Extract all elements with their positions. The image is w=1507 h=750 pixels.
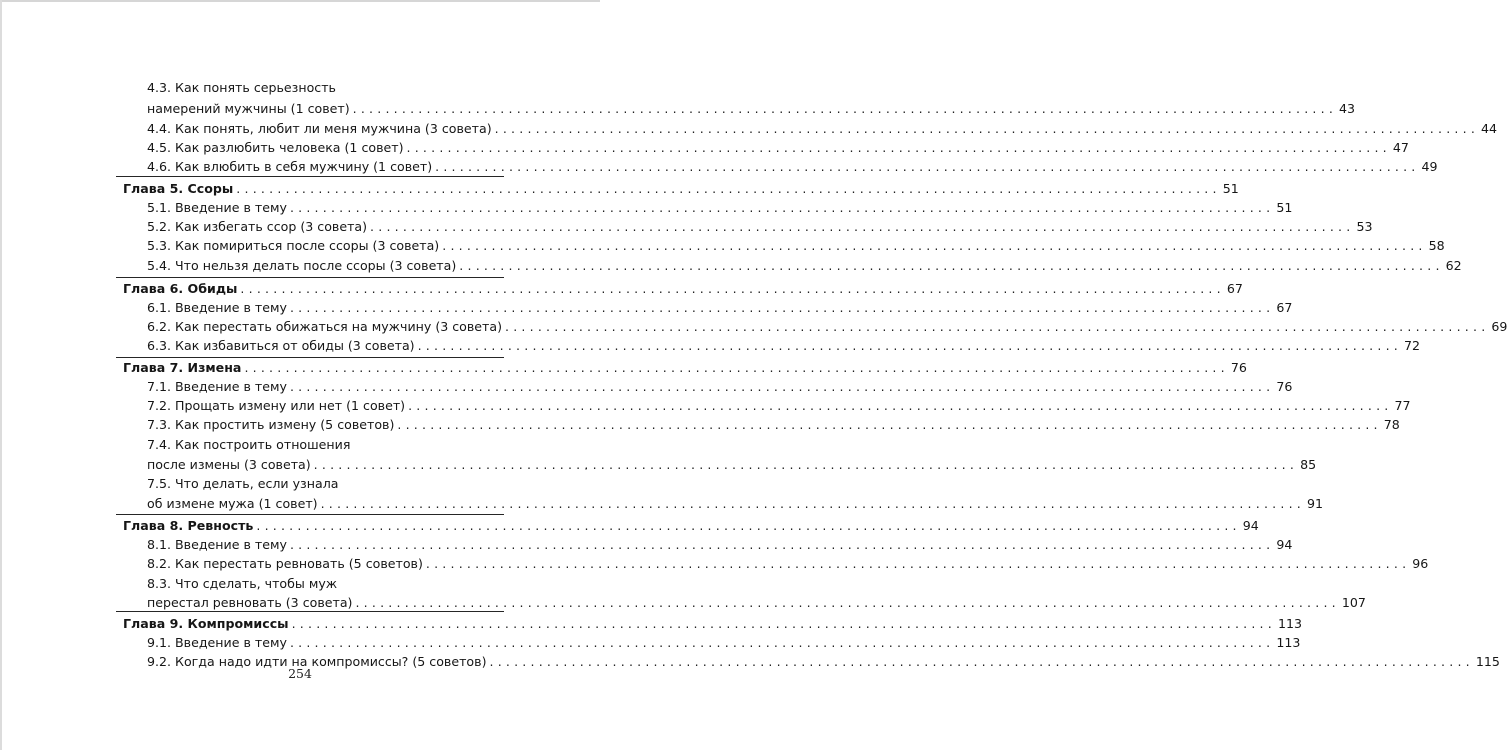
leader-dots: ........................................................................................................................ [244,360,1229,375]
toc-chapter-9[interactable] [123,616,1303,632]
toc-entry-page: 67 [1226,281,1243,296]
toc-entry-6-3[interactable] [147,338,1421,354]
toc-entry-title: 5.1. Введение в тему [147,200,287,215]
toc-entry-title: 8.3. Что сделать, чтобы муж [147,576,338,591]
toc-entry-page: 107 [1341,595,1366,610]
toc-chapter-7[interactable] [123,360,1247,376]
leader-dots: ........................................................................................................................ [417,338,1402,353]
toc-entry-title: 5.2. Как избегать ссор (3 совета) [147,219,368,234]
chapter-separator [116,277,504,278]
toc-entry-title: 4.3. Как понять серьезность [147,80,336,95]
toc-entry-7-5[interactable] [147,476,505,492]
toc-entry-title: 9.1. Введение в тему [147,635,287,650]
toc-entry-8-1[interactable] [147,537,1293,553]
toc-entry-title: 6.2. Как перестать обижаться на мужчину (3 совета) [147,319,503,334]
toc-entry-5-3[interactable] [147,238,1445,254]
toc-entry-page: 77 [1394,398,1411,413]
toc-entry-5-2[interactable] [147,219,1373,235]
leader-dots: ........................................................................................................................ [289,300,1275,315]
leader-dots: ........................................................................................................................ [425,556,1411,571]
leader-dots: ........................................................................................................................ [289,379,1275,394]
leader-dots: ........................................................................................................................ [397,417,1382,432]
toc-entry-page: 96 [1412,556,1429,571]
toc-entry-page: 91 [1306,496,1324,511]
toc-entry-page: 78 [1383,417,1400,432]
toc-entry-title: об измене мужа (1 совет) [147,496,318,511]
toc-entry-page: 76 [1276,379,1293,394]
toc-entry-9-1[interactable] [147,635,1301,651]
toc-entry-page: 94 [1242,518,1259,533]
toc-entry-page: 94 [1276,537,1293,552]
toc-entry-page: 62 [1445,258,1462,273]
toc-entry-7-4-cont[interactable] [147,457,1317,473]
toc-entry-page: 47 [1392,140,1409,155]
leader-dots: ........................................................................................................................ [355,595,1340,610]
toc-entry-page: 69 [1491,319,1507,334]
toc-entry-title: 5.3. Как помириться после ссоры (3 совета) [147,238,440,253]
toc-entry-page: 72 [1403,338,1421,353]
toc-entry-page: 44 [1481,121,1498,136]
chapter-separator [116,514,504,515]
chapter-separator [116,176,504,177]
toc-entry-title: 4.4. Как понять, любит ли меня мужчина (3 совета) [147,121,492,136]
leader-dots: ........................................................................................................................ [289,635,1275,650]
toc-chapter-5[interactable] [123,181,1239,197]
toc-entry-title: 7.3. Как простить измену (5 советов) [147,417,395,432]
toc-entry-8-3[interactable] [147,576,505,592]
leader-dots: ........................................................................................................................ [291,616,1276,631]
toc-entry-title: после измены (3 совета) [147,457,311,472]
leader-dots: ........................................................................................................................ [236,181,1221,196]
toc-entry-7-3[interactable] [147,417,1400,433]
toc-entry-7-5-cont[interactable] [147,496,1324,512]
toc-chapter-title: Глава 8. Ревность [123,518,254,533]
leader-dots: ........................................................................................................................ [494,121,1480,136]
toc-entry-title: 4.6. Как влюбить в себя мужчину (1 совет) [147,159,433,174]
toc-entry-title: 7.4. Как построить отношения [147,437,351,452]
leader-dots: ........................................................................................................................ [313,457,1299,472]
toc-entry-4-4[interactable] [147,121,1498,137]
toc-entry-title: 8.1. Введение в тему [147,537,287,552]
leader-dots: ........................................................................................................................ [320,496,1305,511]
toc-entry-title: 9.2. Когда надо идти на компромиссы? (5 советов) [147,654,487,669]
leader-dots: ........................................................................................................................ [289,537,1275,552]
toc-entry-page: 115 [1475,654,1500,669]
toc-chapter-title: Глава 6. Обиды [123,281,238,296]
toc-entry-7-2[interactable] [147,398,1411,414]
leader-dots: ........................................................................................................................ [435,159,1420,174]
toc-entry-8-2[interactable] [147,556,1429,572]
toc-entry-page: 113 [1277,616,1303,631]
toc-entry-title: 6.1. Введение в тему [147,300,287,315]
toc-entry-6-2[interactable] [147,319,1507,335]
toc-entry-5-1[interactable] [147,200,1293,216]
toc-entry-page: 53 [1356,219,1373,234]
leader-dots: ........................................................................................................................ [459,258,1444,273]
toc-entry-5-4[interactable] [147,258,1462,274]
toc-chapter-title: Глава 5. Ссоры [123,181,234,196]
leader-dots: ........................................................................................................................ [352,101,1338,116]
chapter-separator [116,357,504,358]
toc-entry-page: 67 [1276,300,1293,315]
leader-dots: ........................................................................................................................ [489,654,1474,669]
leader-dots: ........................................................................................................................ [256,518,1241,533]
toc-entry-title: перестал ревновать (3 совета) [147,595,353,610]
toc-entry-4-3-cont[interactable] [147,101,1356,117]
toc-entry-title: 8.2. Как перестать ревновать (5 советов) [147,556,423,571]
toc-entry-page: 113 [1276,635,1301,650]
toc-entry-page: 51 [1276,200,1293,215]
toc-entry-7-4[interactable] [147,437,505,453]
toc-chapter-title: Глава 7. Измена [123,360,242,375]
toc-entry-4-3[interactable] [147,80,505,96]
leader-dots: ........................................................................................................................ [240,281,1225,296]
toc-chapter-6[interactable] [123,281,1243,297]
toc-chapter-title: Глава 9. Компромиссы [123,616,289,631]
toc-entry-page: 58 [1428,238,1445,253]
leader-dots: ........................................................................................................................ [289,200,1275,215]
page-number: 254 [288,666,312,681]
chapter-separator [116,611,504,612]
toc-entry-4-5[interactable] [147,140,1409,156]
toc-entry-page: 76 [1230,360,1247,375]
toc-entry-title: 7.1. Введение в тему [147,379,287,394]
toc-entry-page: 49 [1421,159,1438,174]
toc-entry-7-1[interactable] [147,379,1293,395]
toc-chapter-8[interactable] [123,518,1259,534]
leader-dots: ........................................................................................................................ [408,398,1393,413]
toc-entry-6-1[interactable] [147,300,1293,316]
leader-dots: ........................................................................................................................ [505,319,1490,334]
leader-dots: ........................................................................................................................ [370,219,1355,234]
toc-entry-4-6[interactable] [147,159,1438,175]
toc-entry-title: 7.5. Что делать, если узнала [147,476,339,491]
toc-entry-title: намерений мужчины (1 совет) [147,101,350,116]
toc-entry-page: 43 [1339,101,1356,116]
leader-dots: ........................................................................................................................ [406,140,1391,155]
leader-dots: ........................................................................................................................ [442,238,1427,253]
toc-entry-page: 51 [1222,181,1239,196]
toc-entry-title: 6.3. Как избавиться от обиды (3 совета) [147,338,415,353]
toc-entry-8-3-cont[interactable] [147,595,1366,611]
toc-entry-title: 7.2. Прощать измену или нет (1 совет) [147,398,406,413]
toc-entry-title: 5.4. Что нельзя делать после ссоры (3 совета) [147,258,457,273]
toc-entry-page: 85 [1300,457,1317,472]
toc-entry-title: 4.5. Как разлюбить человека (1 совет) [147,140,404,155]
